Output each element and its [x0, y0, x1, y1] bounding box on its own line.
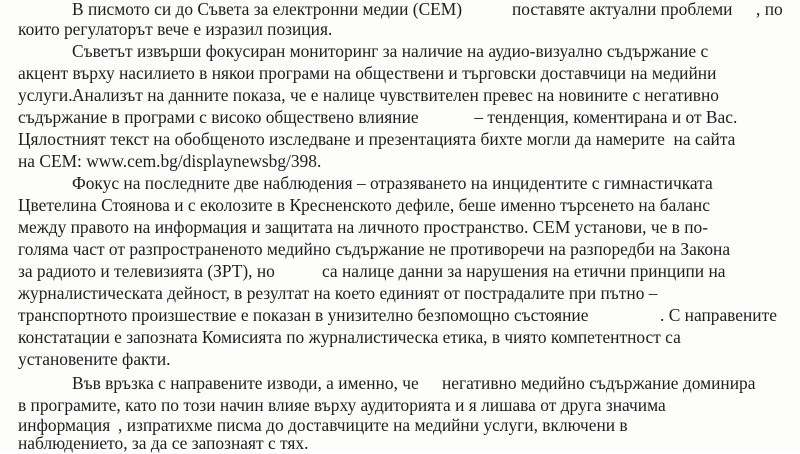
- underlined-text-run: Анализът на данните показа, че е налице чувствителен превес на новините с негативно: [72, 84, 719, 106]
- text-run: – тенденция, коментирана и от Вас.: [470, 107, 738, 127]
- text-run: които регулаторът вече е изразил позиция.: [18, 19, 333, 39]
- text-line: [0, 372, 800, 394]
- underlined-text-run: негативно медийно съдържание доминира: [442, 372, 755, 394]
- text-run: В писмото си до Съвета за електронни медии (СЕМ): [72, 0, 467, 19]
- text-line: [0, 260, 800, 282]
- text-line: [0, 282, 800, 304]
- text-run: между правото на информация и защитата на личното пространство. СЕМ установи, че в по-: [18, 217, 709, 237]
- underlined-text-run: информация: [18, 414, 110, 436]
- text-line: [0, 128, 800, 150]
- text-line: [0, 150, 800, 172]
- underlined-text-run: в програмите, като по този начин влияе върху аудиторията и я лишава от друга значима: [18, 394, 666, 416]
- text-line: [0, 172, 800, 194]
- text-line: [0, 84, 800, 106]
- text-run: Цветелина Стоянова и с еколозите в Кресненското дефиле, беше именно търсенето на баланс: [18, 195, 710, 215]
- underlined-text-run: журналистическата дейност, в резултат на което единият от пострадалите при пътно –: [18, 282, 657, 304]
- text-line: [0, 394, 800, 416]
- text-line: [0, 0, 800, 20]
- text-line: [0, 432, 800, 454]
- text-line: [0, 348, 800, 370]
- underlined-text-run: поставяте актуални проблеми: [512, 0, 732, 20]
- text-run: Във връзка с направените изводи, а именно, че: [72, 373, 424, 393]
- text-run: Съветът извърши фокусиран мониторинг за наличие на аудио-визуално съдържание с: [72, 41, 709, 61]
- text-line: [0, 238, 800, 260]
- text-line: [0, 40, 800, 62]
- text-run: услуги.: [18, 85, 77, 105]
- text-run: , изпратихме писма до доставчиците на медийни услуги, включени в: [118, 415, 628, 435]
- text-run: , по: [756, 0, 783, 19]
- underlined-text-run: съдържание в програми с високо обществено влияние: [18, 106, 419, 128]
- text-run: Цялостният текст на обобщеното изследване и презентацията бихте могли да намерите на сайта: [18, 129, 736, 149]
- text-line: [0, 194, 800, 216]
- text-run: за радиото и телевизията (ЗРТ), но: [18, 261, 280, 281]
- text-run: голяма част от разпространеното медийно съдържание не противоречи на разпоредби на Закона: [18, 239, 731, 259]
- text-run: . С направените: [660, 305, 777, 325]
- underlined-text-run: са налице данни за нарушения на етични принципи на: [322, 260, 725, 282]
- text-line: [0, 326, 800, 348]
- text-line: [0, 216, 800, 238]
- underlined-text-run: транспортното произшествие е показан в унизително безпомощно състояние: [18, 304, 588, 326]
- text-run: констатации е запозната Комисията по журналистическа етика, в чиято компетентност са: [18, 327, 681, 347]
- text-run: Фокус на последните две наблюдения – отразяването на инцидентите с гимнастичката: [72, 173, 713, 193]
- text-line: [0, 62, 800, 84]
- text-run: акцент върху насилието в някои програми на обществени и търговски доставчици на медийни: [18, 63, 717, 83]
- text-run: наблюдението, за да се запознаят с тях.: [18, 433, 309, 453]
- text-line: [0, 106, 800, 128]
- text-line: [0, 304, 800, 326]
- text-run: на СЕМ: www.cem.bg/displaynewsbg/398.: [18, 151, 322, 171]
- text-run: установените факти.: [18, 349, 171, 369]
- text-line: [0, 18, 800, 40]
